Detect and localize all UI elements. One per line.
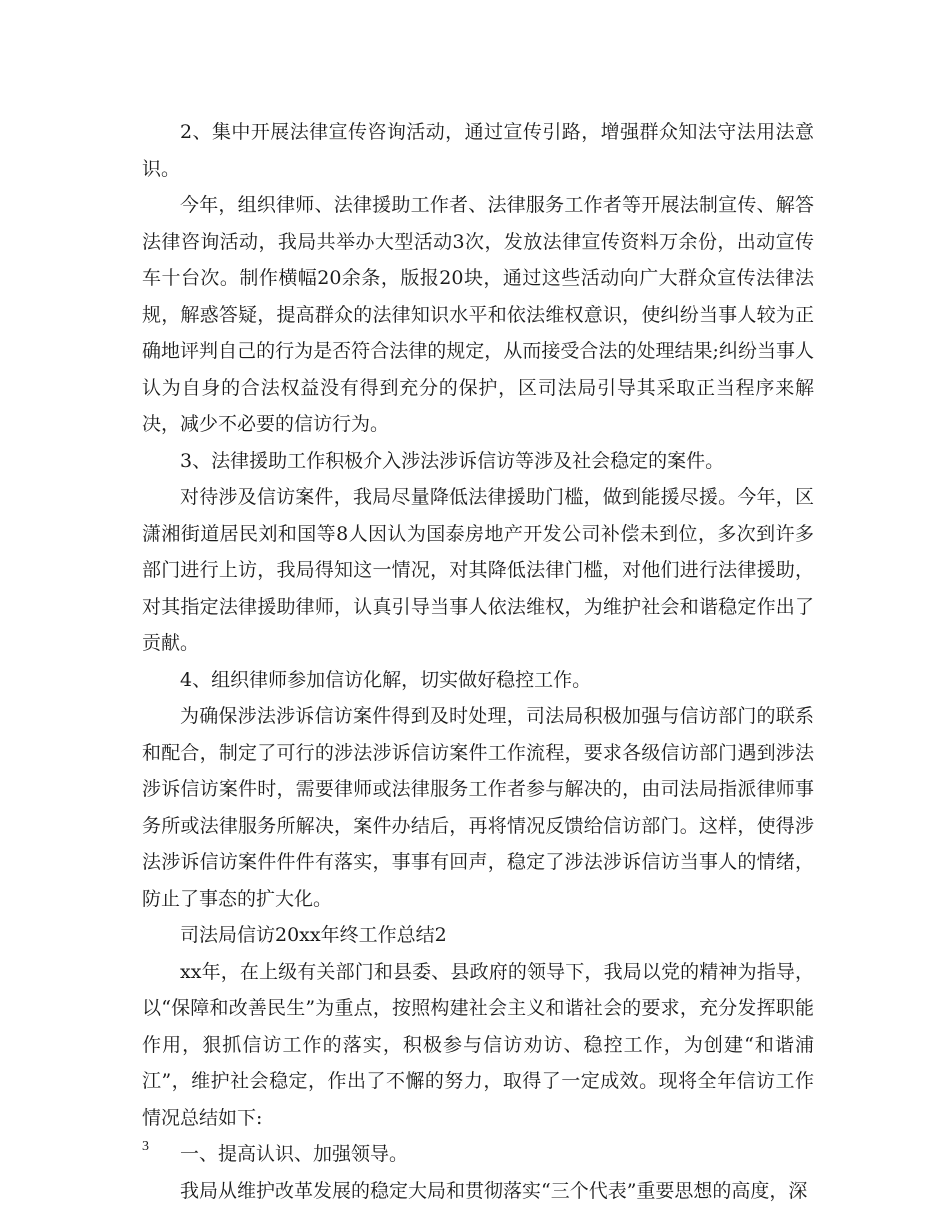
- paragraph-legal-publicity-heading: 2、集中开展法律宣传咨询活动，通过宣传引路，增强群众知法守法用法意识。: [142, 121, 814, 180]
- paragraph-lawyer-mediation-heading: 4、组织律师参加信访化解，切实做好稳控工作。: [180, 668, 592, 691]
- paragraph-lawyer-mediation-body: 为确保涉法涉诉信访案件得到及时处理，司法局积极加强与信访部门的联系和配合，制定了可行的涉法涉诉信访案件工作流程，要求各级信访部门遇到涉法涉诉信访案件时，需要律师或法律服务工作者参与解决的，由司法局指派律师事务所或法律服务所解决，案件办结后，再将情况反馈给信访部门。这样，使得涉法涉诉信访案件件件有落实，事事有回声，稳定了涉法涉诉信访当事人的情绪，防止了事态的扩大化。: [142, 705, 814, 910]
- paragraph-awareness-heading: 一、提高认识、加强领导。: [180, 1143, 409, 1165]
- document-body: [142, 114, 814, 1209]
- page-number: 3: [142, 1139, 149, 1154]
- paragraph-awareness-body: 我局从维护改革发展的稳定大局和贯彻落实“三个代表”重要思想的高度，深: [180, 1179, 808, 1202]
- section-title-summary-2: 司法局信访20xx年终工作总结2: [180, 924, 447, 946]
- paragraph-legal-publicity-body: 今年，组织律师、法律援助工作者、法律服务工作者等开展法制宣传、解答法律咨询活动，我局共举办大型活动3次，发放法律宣传资料万余份，出动宣传车十台次。制作横幅20余条，版报20块，通过这些活动向广大群众宣传法律法规，解惑答疑，提高群众的法律知识水平和依法维权意识，使纠纷当事人较为正确地评判自己的行为是否符合法律的规定，从而接受合法的处理结果;纠纷当事人认为自身的合法权益没有得到充分的保护，区司法局引导其采取正当程序来解决，减少不必要的信访行为。: [142, 194, 814, 435]
- paragraph-legal-aid-body: 对待涉及信访案件，我局尽量降低法律援助门槛，做到能援尽援。今年，区潇湘街道居民刘和国等8人因认为国泰房地产开发公司补偿未到位，多次到许多部门进行上访，我局得知这一情况，对其降低法律门槛，对他们进行法律援助，对其指定法律援助律师，认真引导当事人依法维权，为维护社会和谐稳定作出了贡献。: [142, 486, 814, 654]
- paragraph-legal-aid-heading: 3、法律援助工作积极介入涉法涉诉信访等涉及社会稳定的案件。: [180, 449, 725, 472]
- paragraph-summary-intro: xx年，在上级有关部门和县委、县政府的领导下，我局以党的精神为指导，以“保障和改善民生”为重点，按照构建社会主义和谐社会的要求，充分发挥职能作用，狠抓信访工作的落实，积极参与信访劝访、稳控工作，为创建“和谐浦江”，维护社会稳定，作出了不懈的努力，取得了一定成效。现将全年信访工作情况总结如下:: [142, 960, 814, 1129]
